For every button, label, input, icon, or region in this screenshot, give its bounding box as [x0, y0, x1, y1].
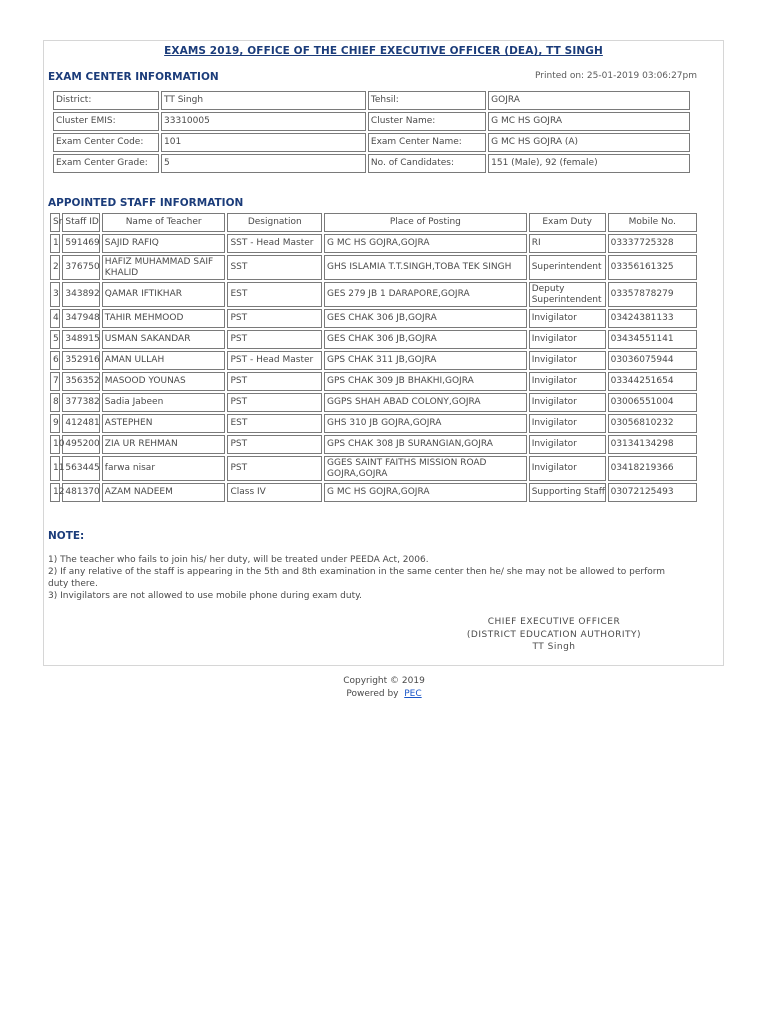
info-value: 151 (Male), 92 (female) [488, 154, 690, 173]
copyright-text: Copyright © 2019 [343, 676, 425, 686]
designation: PST [227, 393, 322, 412]
mobile-number: 03072125493 [608, 483, 697, 502]
staff-id: 352916 [62, 351, 99, 370]
staff-id: 356352 [62, 372, 99, 391]
teacher-name: AZAM NADEEM [102, 483, 226, 502]
info-row [53, 154, 690, 173]
mobile-number: 03418219366 [608, 456, 697, 481]
designation: SST - Head Master [227, 234, 322, 253]
staff-sr: 5 [50, 330, 60, 349]
notes-list [48, 554, 688, 602]
staff-table-header [50, 213, 697, 232]
teacher-name: HAFIZ MUHAMMAD SAIF KHALID [102, 255, 226, 280]
staff-sr: 9 [50, 414, 60, 433]
column-header: Designation [227, 213, 322, 232]
place-of-posting: GPS CHAK 311 JB,GOJRA [324, 351, 527, 370]
staff-sr: 2 [50, 255, 60, 280]
designation: PST [227, 309, 322, 328]
note-item: 1) The teacher who fails to join his/ her duty, will be treated under PEEDA Act, 2006. [48, 555, 429, 565]
staff-sr: 6 [50, 351, 60, 370]
info-label: Cluster EMIS: [53, 112, 159, 131]
staff-id: 481370 [62, 483, 99, 502]
designation: PST [227, 435, 322, 454]
staff-id: 348915 [62, 330, 99, 349]
staff-id: 591469 [62, 234, 99, 253]
signature-district: TT Singh [532, 642, 576, 652]
info-row [53, 91, 690, 110]
staff-row [50, 234, 697, 253]
staff-sr: 7 [50, 372, 60, 391]
staff-row [50, 330, 697, 349]
info-label: No. of Candidates: [368, 154, 486, 173]
mobile-number: 03036075944 [608, 351, 697, 370]
place-of-posting: GGPS SHAH ABAD COLONY,GOJRA [324, 393, 527, 412]
staff-row [50, 282, 697, 307]
info-label: Tehsil: [368, 91, 486, 110]
staff-row [50, 456, 697, 481]
exam-center-info-table [51, 89, 692, 175]
exam-duty: Invigilator [529, 330, 606, 349]
teacher-name: Sadia Jabeen [102, 393, 226, 412]
place-of-posting: G MC HS GOJRA,GOJRA [324, 234, 527, 253]
staff-sr: 3 [50, 282, 60, 307]
place-of-posting: GPS CHAK 309 JB BHAKHI,GOJRA [324, 372, 527, 391]
designation: PST - Head Master [227, 351, 322, 370]
place-of-posting: GES CHAK 306 JB,GOJRA [324, 309, 527, 328]
designation: PST [227, 456, 322, 481]
exam-duty: Invigilator [529, 435, 606, 454]
place-of-posting: G MC HS GOJRA,GOJRA [324, 483, 527, 502]
staff-id: 343892 [62, 282, 99, 307]
info-value: G MC HS GOJRA (A) [488, 133, 690, 152]
exam-duty: RI [529, 234, 606, 253]
place-of-posting: GES 279 JB 1 DARAPORE,GOJRA [324, 282, 527, 307]
signature-authority: (DISTRICT EDUCATION AUTHORITY) [466, 629, 642, 640]
designation: EST [227, 282, 322, 307]
info-value: TT Singh [161, 91, 366, 110]
staff-sr: 8 [50, 393, 60, 412]
mobile-number: 03357878279 [608, 282, 697, 307]
teacher-name: ASTEPHEN [102, 414, 226, 433]
signature-title: CHIEF EXECUTIVE OFFICER [487, 617, 621, 627]
info-label: Exam Center Grade: [53, 154, 159, 173]
info-label: Exam Center Code: [53, 133, 159, 152]
note-item: 3) Invigilators are not allowed to use mobile phone during exam duty. [48, 591, 362, 601]
place-of-posting: GHS ISLAMIA T.T.SINGH,TOBA TEK SINGH [324, 255, 527, 280]
teacher-name: farwa nisar [102, 456, 226, 481]
footer [0, 675, 768, 700]
exam-duty: Supporting Staff [529, 483, 606, 502]
place-of-posting: GPS CHAK 308 JB SURANGIAN,GOJRA [324, 435, 527, 454]
staff-id: 376750 [62, 255, 99, 280]
exam-duty: Invigilator [529, 456, 606, 481]
info-value: GOJRA [488, 91, 690, 110]
staff-row [50, 309, 697, 328]
info-value: 33310005 [161, 112, 366, 131]
designation: SST [227, 255, 322, 280]
mobile-number: 03006551004 [608, 393, 697, 412]
place-of-posting: GHS 310 JB GOJRA,GOJRA [324, 414, 527, 433]
report-container [43, 40, 724, 666]
exam-duty: Invigilator [529, 372, 606, 391]
mobile-number: 03424381133 [608, 309, 697, 328]
staff-id: 563445 [62, 456, 99, 481]
staff-sr: 4 [50, 309, 60, 328]
staff-sr: 11 [50, 456, 60, 481]
place-of-posting: GES CHAK 306 JB,GOJRA [324, 330, 527, 349]
staff-row [50, 372, 697, 391]
exam-duty: Invigilator [529, 309, 606, 328]
teacher-name: QAMAR IFTIKHAR [102, 282, 226, 307]
mobile-number: 03056810232 [608, 414, 697, 433]
designation: EST [227, 414, 322, 433]
info-label: Cluster Name: [368, 112, 486, 131]
column-header: Name of Teacher [102, 213, 226, 232]
staff-row [50, 351, 697, 370]
teacher-name: USMAN SAKANDAR [102, 330, 226, 349]
teacher-name: TAHIR MEHMOOD [102, 309, 226, 328]
exam-duty: Invigilator [529, 414, 606, 433]
staff-id: 495200 [62, 435, 99, 454]
staff-table [48, 211, 699, 504]
exam-duty: Invigilator [529, 393, 606, 412]
mobile-number: 03434551141 [608, 330, 697, 349]
column-header: Staff ID [62, 213, 99, 232]
info-value: G MC HS GOJRA [488, 112, 690, 131]
report-title: EXAMS 2019, OFFICE OF THE CHIEF EXECUTIVE OFFICER (DEA), TT SINGH [164, 45, 603, 57]
powered-by [0, 688, 768, 701]
designation: PST [227, 330, 322, 349]
printed-on: Printed on: 25-01-2019 03:06:27pm [535, 71, 697, 81]
teacher-name: AMAN ULLAH [102, 351, 226, 370]
staff-id: 377382 [62, 393, 99, 412]
teacher-name: MASOOD YOUNAS [102, 372, 226, 391]
info-row [53, 133, 690, 152]
staff-sr: 1 [50, 234, 60, 253]
column-header: Mobile No. [608, 213, 697, 232]
pec-link[interactable]: PEC [404, 688, 422, 699]
place-of-posting: GGES SAINT FAITHS MISSION ROAD GOJRA,GOJRA [324, 456, 527, 481]
note-item: 2) If any relative of the staff is appearing in the 5th and 8th examination in the same center then he/ she may not be allowed to perform duty there. [48, 567, 666, 589]
exam-duty: Invigilator [529, 351, 606, 370]
mobile-number: 03344251654 [608, 372, 697, 391]
info-value: 101 [161, 133, 366, 152]
column-header: Exam Duty [529, 213, 606, 232]
staff-row [50, 483, 697, 502]
exam-duty: Deputy Superintendent [529, 282, 606, 307]
staff-id: 412481 [62, 414, 99, 433]
signature-block [444, 616, 664, 654]
staff-row [50, 393, 697, 412]
exam-duty: Superintendent [529, 255, 606, 280]
note-heading: NOTE: [48, 530, 85, 542]
staff-row [50, 435, 697, 454]
mobile-number: 03356161325 [608, 255, 697, 280]
info-row [53, 112, 690, 131]
column-header: Place of Posting [324, 213, 527, 232]
staff-heading: APPOINTED STAFF INFORMATION [48, 197, 244, 209]
designation: Class IV [227, 483, 322, 502]
staff-sr: 10 [50, 435, 60, 454]
info-label: District: [53, 91, 159, 110]
exam-center-heading: EXAM CENTER INFORMATION [48, 71, 219, 83]
staff-row [50, 255, 697, 280]
powered-by-label: Powered by [346, 688, 399, 699]
staff-row [50, 414, 697, 433]
info-label: Exam Center Name: [368, 133, 486, 152]
designation: PST [227, 372, 322, 391]
staff-id: 347948 [62, 309, 99, 328]
column-header: Sr [50, 213, 60, 232]
teacher-name: ZIA UR REHMAN [102, 435, 226, 454]
mobile-number: 03337725328 [608, 234, 697, 253]
staff-sr: 12 [50, 483, 60, 502]
mobile-number: 03134134298 [608, 435, 697, 454]
info-value: 5 [161, 154, 366, 173]
teacher-name: SAJID RAFIQ [102, 234, 226, 253]
